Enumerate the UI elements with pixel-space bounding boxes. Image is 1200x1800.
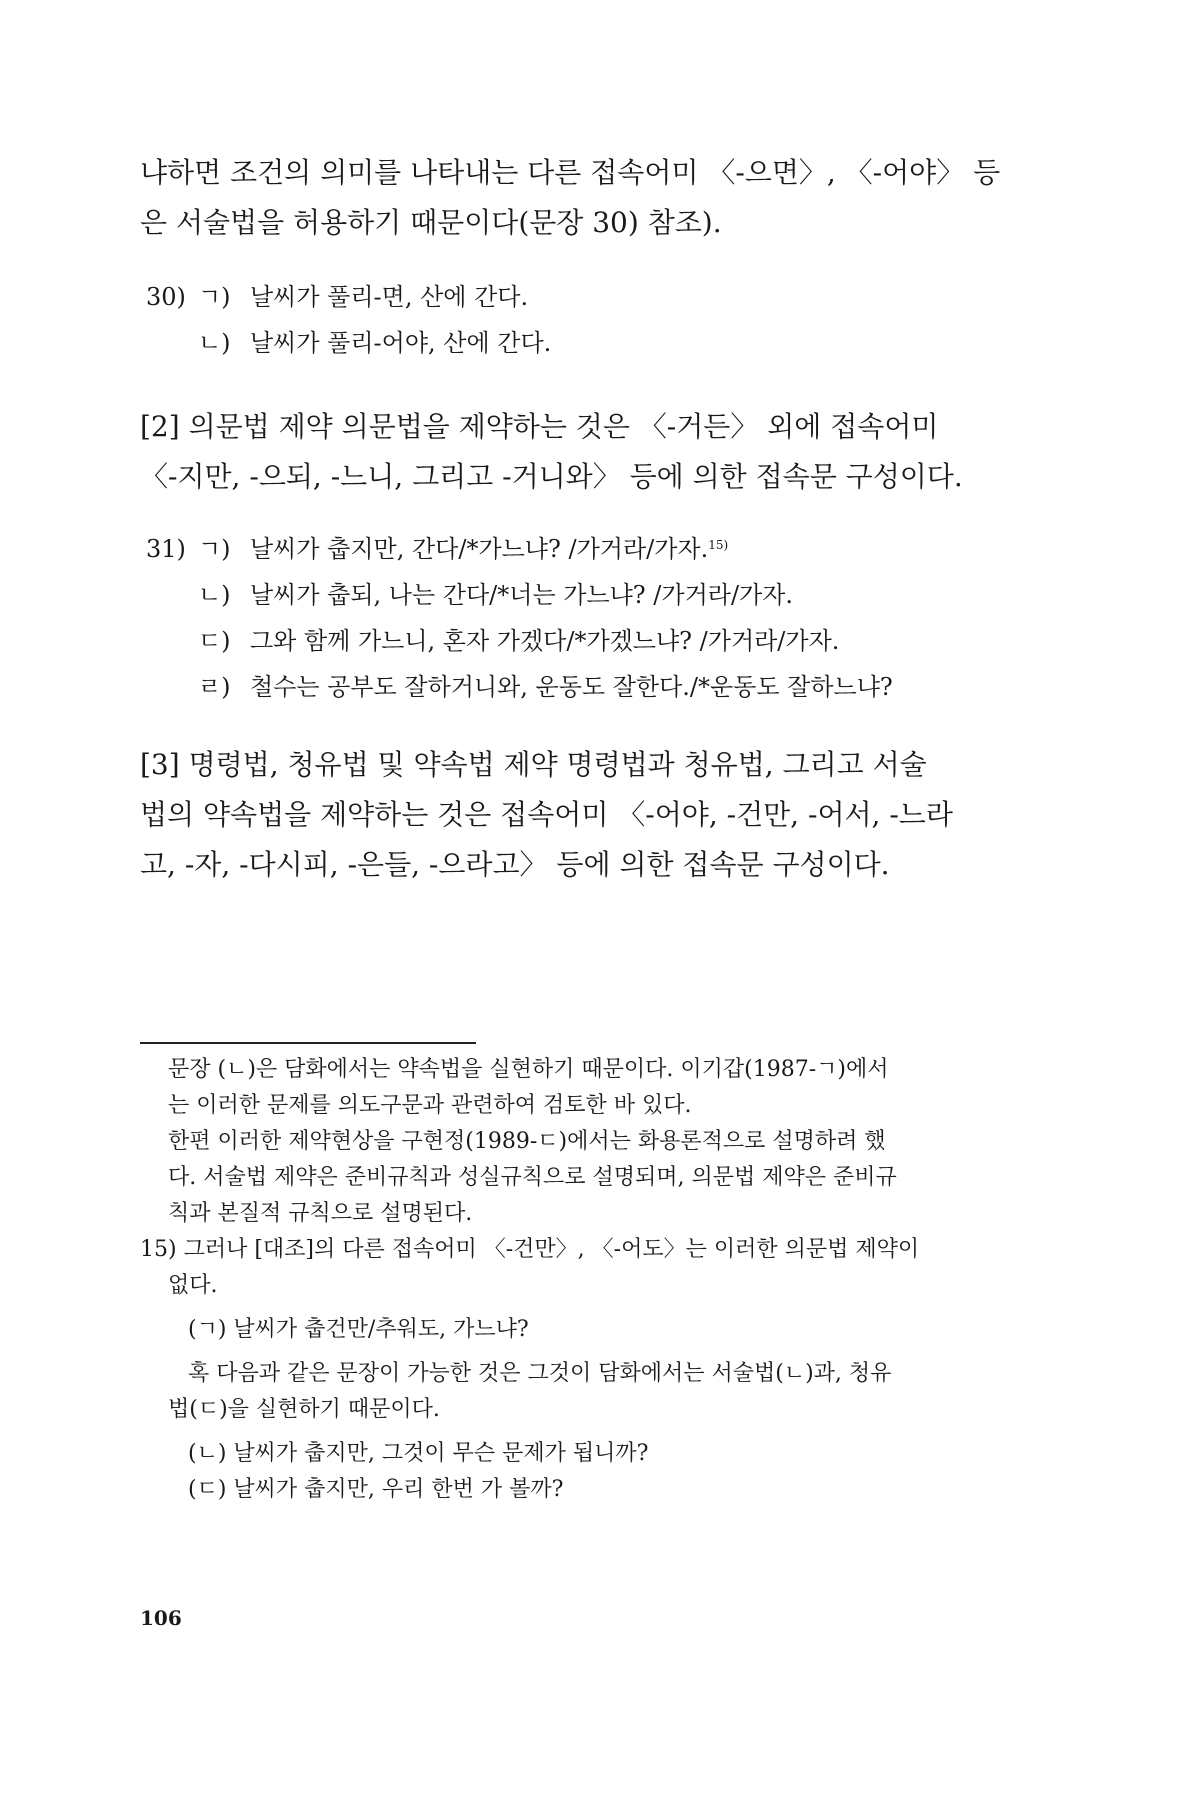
example-marker: ㄷ) [198, 627, 231, 655]
text-line: [2] 의문법 제약 의문법을 제약하는 것은 〈-거든〉 외에 접속어미 [140, 410, 939, 443]
example-sentence: 날씨가 춥되, 나는 간다/*너는 가느냐? /가거라/가자. [250, 581, 794, 609]
footnote-ref: 15) [708, 538, 729, 552]
example-marker: ㄴ) [198, 329, 231, 357]
footnote-line: 혹 다음과 같은 문장이 가능한 것은 그것이 담화에서는 서술법(ㄴ)과, 청유 [188, 1361, 892, 1386]
example-number: 30) [146, 283, 186, 311]
example-marker: ㄱ) [198, 535, 231, 563]
example-marker: ㄴ) [198, 581, 231, 609]
text-line: 은 서술법을 허용하기 때문이다(문장 30) 참조). [140, 206, 722, 239]
text-line: 법의 약속법을 제약하는 것은 접속어미 〈-어야, -건만, -어서, -느라 [140, 798, 953, 831]
example-number: 31) [146, 535, 186, 563]
example-sentence: 철수는 공부도 잘하거니와, 운동도 잘한다./*운동도 잘하느냐? [250, 673, 893, 701]
example-marker: ㄱ) [198, 283, 231, 311]
footnote-line: 한편 이러한 제약현상을 구현정(1989-ㄷ)에서는 화용론적으로 설명하려 했 [168, 1129, 886, 1154]
text-line: 냐하면 조건의 의미를 나타내는 다른 접속어미 〈-으면〉, 〈-어야〉 등 [140, 156, 1001, 189]
footnote-line: 법(ㄷ)을 실현하기 때문이다. [168, 1397, 440, 1422]
section-3-paragraph [140, 740, 1030, 890]
text-line: [3] 명령법, 청유법 및 약속법 제약 명령법과 청유법, 그리고 서술 [140, 748, 927, 781]
footnote-line: 문장 (ㄴ)은 담화에서는 약속법을 실현하기 때문이다. 이기갑(1987-ㄱ)에서 [168, 1057, 889, 1082]
page-number: 106 [140, 1606, 182, 1630]
footnote-example: (ㄷ) 날씨가 춥지만, 우리 한번 가 볼까? [188, 1477, 564, 1502]
footnote-line: 다. 서술법 제약은 준비규칙과 성실규칙으로 설명되며, 의문법 제약은 준비규 [168, 1165, 897, 1190]
example-sentence: 날씨가 풀리-어야, 산에 간다. [250, 329, 552, 357]
footnotes [140, 1052, 1030, 1508]
text-line: 고, -자, -다시피, -은들, -으라고〉 등에 의한 접속문 구성이다. [140, 848, 890, 881]
footnote-line: 없다. [168, 1273, 218, 1298]
section-2-paragraph [140, 402, 1030, 502]
footnote-example: (ㄱ) 날씨가 춥건만/추워도, 가느냐? [188, 1317, 529, 1342]
footnote-15: 15) 그러나 [대조]의 다른 접속어미 〈-건만〉, 〈-어도〉는 이러한 의문법 제약이 [140, 1237, 920, 1262]
footnote-line: 칙과 본질적 규칙으로 설명된다. [168, 1201, 473, 1226]
example-31 [146, 526, 893, 710]
example-sentence: 그와 함께 가느니, 혼자 가겠다/*가겠느냐? /가거라/가자. [250, 627, 840, 655]
footnote-example: (ㄴ) 날씨가 춥지만, 그것이 무슨 문제가 됩니까? [188, 1441, 649, 1466]
example-sentence: 날씨가 춥지만, 간다/*가느냐? /가거라/가자. [250, 535, 709, 563]
footnote-line: 는 이러한 문제를 의도구문과 관련하여 검토한 바 있다. [168, 1093, 692, 1118]
example-marker: ㄹ) [198, 673, 231, 701]
example-sentence: 날씨가 풀리-면, 산에 간다. [250, 283, 529, 311]
footnote-divider [140, 1042, 476, 1044]
example-30 [146, 274, 551, 366]
text-line: 〈-지만, -으되, -느니, 그리고 -거니와〉 등에 의한 접속문 구성이다. [140, 460, 963, 493]
intro-paragraph [140, 148, 1030, 248]
